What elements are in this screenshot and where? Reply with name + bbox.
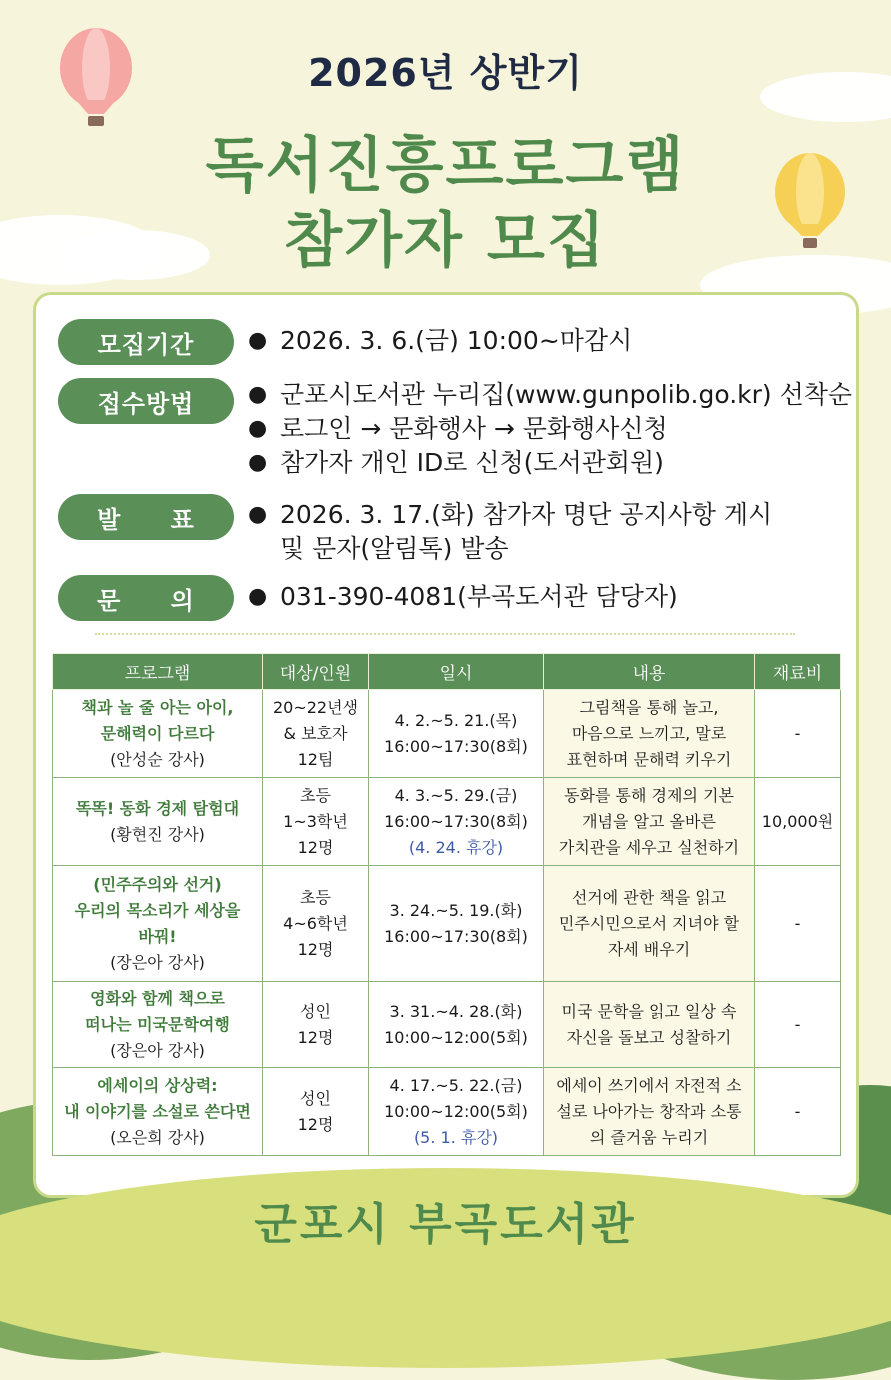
table-header-row bbox=[53, 654, 841, 690]
table-row bbox=[53, 778, 841, 866]
bullet-icon: ● bbox=[248, 450, 268, 475]
schedule-cell: 4. 3.~5. 29.(금) 16:00~17:30(8회) (4. 24. 휴강) bbox=[369, 778, 544, 866]
info-text: 2026. 3. 17.(화) 참가자 명단 공지사항 게시 bbox=[280, 500, 773, 529]
label-pill: 발 표 bbox=[58, 494, 234, 540]
fee-cell: - bbox=[755, 1068, 841, 1156]
holiday-note: (4. 24. 휴강) bbox=[408, 837, 504, 857]
bullet-icon: ● bbox=[248, 584, 268, 609]
fee-cell: - bbox=[755, 866, 841, 982]
lecturer-name: (장은아 강사) bbox=[110, 1040, 205, 1060]
content-cell: 동화를 통해 경제의 기본 개념을 알고 올바른 가치관을 세우고 실천하기 bbox=[544, 778, 755, 866]
title-line-1: 독서진흥프로그램 bbox=[205, 131, 686, 201]
program-table bbox=[52, 653, 841, 1156]
label-pill: 모집기간 bbox=[58, 319, 234, 365]
info-text: 군포시도서관 누리집(www.gunpolib.go.kr) 선착순 bbox=[280, 380, 853, 409]
schedule-cell: 3. 24.~5. 19.(화) 16:00~17:30(8회) bbox=[369, 866, 544, 982]
dotted-divider bbox=[95, 633, 795, 635]
column-header: 내용 bbox=[544, 654, 755, 690]
info-text: 로그인 → 문화행사 → 문화행사신청 bbox=[280, 414, 668, 443]
period-heading: 2026년 상반기 bbox=[308, 51, 583, 95]
info-text: 2026. 3. 6.(금) 10:00~마감시 bbox=[280, 326, 633, 355]
column-header: 대상/인원 bbox=[263, 654, 369, 690]
fee-cell: - bbox=[755, 982, 841, 1068]
info-text: 및 문자(알림톡) 발송 bbox=[280, 534, 509, 563]
info-row-application-method bbox=[58, 378, 852, 480]
table-row bbox=[53, 1068, 841, 1156]
target-cell: 초등 4~6학년 12명 bbox=[263, 866, 369, 982]
target-cell: 20~22년생 & 보호자 12팀 bbox=[263, 690, 369, 778]
lecturer-name: (장은아 강사) bbox=[110, 952, 205, 972]
target-cell: 초등 1~3학년 12명 bbox=[263, 778, 369, 866]
bullet-icon: ● bbox=[248, 328, 268, 353]
column-header: 프로그램 bbox=[53, 654, 263, 690]
lecturer-name: (안성순 강사) bbox=[110, 749, 205, 769]
info-row-inquiry bbox=[58, 575, 678, 621]
program-cell: 에세이의 상상력: 내 이야기를 소설로 쓴다면 (오은희 강사) bbox=[53, 1068, 263, 1156]
schedule-cell: 4. 17.~5. 22.(금) 10:00~12:00(5회) (5. 1. 휴강) bbox=[369, 1068, 544, 1156]
content-cell: 에세이 쓰기에서 자전적 소 설로 나아가는 창작과 소통 의 즐거움 누리기 bbox=[544, 1068, 755, 1156]
program-cell: 영화와 함께 책으로 떠나는 미국문학여행 (장은아 강사) bbox=[53, 982, 263, 1068]
content-cell: 선거에 관한 책을 읽고 민주시민으로서 지녀야 할 자세 배우기 bbox=[544, 866, 755, 982]
column-header: 일시 bbox=[369, 654, 544, 690]
target-cell: 성인 12명 bbox=[263, 1068, 369, 1156]
holiday-note: (5. 1. 휴강) bbox=[413, 1127, 499, 1147]
library-name: 군포시 부곡도서관 bbox=[254, 1199, 637, 1250]
info-text: 031-390-4081(부곡도서관 담당자) bbox=[280, 582, 678, 611]
fee-cell: 10,000원 bbox=[755, 778, 841, 866]
target-cell: 성인 12명 bbox=[263, 982, 369, 1068]
program-cell: 책과 놀 줄 아는 아이, 문해력이 다르다 (안성순 강사) bbox=[53, 690, 263, 778]
program-cell: (민주주의와 선거) 우리의 목소리가 세상을 바꿔! (장은아 강사) bbox=[53, 866, 263, 982]
table-row bbox=[53, 866, 841, 982]
content-cell: 그림책을 통해 놀고, 마음으로 느끼고, 말로 표현하며 문해력 키우기 bbox=[544, 690, 755, 778]
info-text: 참가자 개인 ID로 신청(도서관회원) bbox=[280, 448, 664, 477]
schedule-cell: 3. 31.~4. 28.(화) 10:00~12:00(5회) bbox=[369, 982, 544, 1068]
program-cell: 똑똑! 동화 경제 탐험대 (황현진 강사) bbox=[53, 778, 263, 866]
info-row-recruitment-period bbox=[58, 319, 632, 365]
bullet-icon: ● bbox=[248, 382, 268, 407]
label-pill: 접수방법 bbox=[58, 378, 234, 424]
label-pill: 문 의 bbox=[58, 575, 234, 621]
schedule-cell: 4. 2.~5. 21.(목) 16:00~17:30(8회) bbox=[369, 690, 544, 778]
table-row bbox=[53, 690, 841, 778]
lecturer-name: (오은희 강사) bbox=[110, 1127, 205, 1147]
lecturer-name: (황현진 강사) bbox=[110, 824, 205, 844]
bullet-icon: ● bbox=[248, 416, 268, 441]
table-row bbox=[53, 982, 841, 1068]
bullet-icon: ● bbox=[248, 502, 268, 527]
title-line-2: 참가자 모집 bbox=[284, 206, 607, 276]
column-header: 재료비 bbox=[755, 654, 841, 690]
content-cell: 미국 문학을 읽고 일상 속 자신을 돌보고 성찰하기 bbox=[544, 982, 755, 1068]
info-row-announcement bbox=[58, 494, 772, 566]
fee-cell: - bbox=[755, 690, 841, 778]
